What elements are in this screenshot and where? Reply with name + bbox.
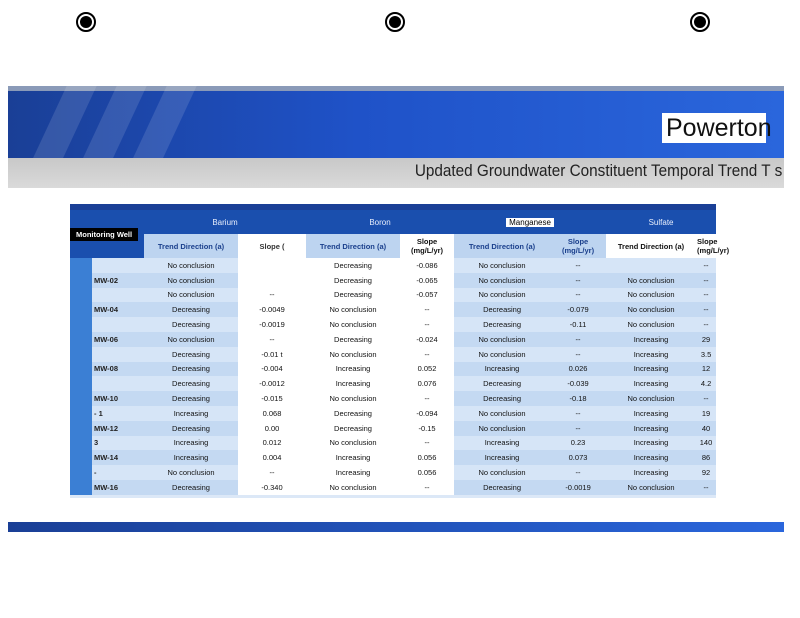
table-row [70,480,716,495]
boron-slope-header: Slope (mg/L/yr) [400,234,454,258]
boron-trend-cell: Decreasing [306,332,400,347]
boron-slope-cell: -0.094 [400,406,454,421]
sulfate-trend-cell: No conclusion [606,317,696,332]
barium-slope-cell: -- [238,332,306,347]
table-row [70,376,716,391]
sulfate-slope-cell: -- [696,302,716,317]
manganese-trend-cell: No conclusion [454,288,550,303]
boron-trend-cell: No conclusion [306,317,400,332]
boron-slope-cell: -- [400,480,454,495]
manganese-slope-cell: -- [550,288,606,303]
row-marker [70,436,92,451]
boron-slope-cell: -- [400,436,454,451]
barium-slope-cell: -0.004 [238,362,306,377]
boron-slope-cell: -- [400,391,454,406]
sulfate-trend-cell: No conclusion [606,391,696,406]
table-row [70,317,716,332]
sulfate-slope-cell: 19 [696,406,716,421]
registration-mark-center [385,12,405,32]
footer-bar [8,522,784,532]
registration-mark-right [690,12,710,32]
sulfate-slope-cell: 92 [696,465,716,480]
boron-trend-cell: No conclusion [306,347,400,362]
boron-trend-cell: Increasing [306,362,400,377]
sulfate-trend-cell: Increasing [606,465,696,480]
boron-slope-cell: -0.086 [400,258,454,273]
barium-slope-cell: -0.0012 [238,376,306,391]
table-row [70,288,716,303]
boron-slope-cell: 0.056 [400,450,454,465]
sulfate-trend-cell: Increasing [606,376,696,391]
manganese-trend-cell: Decreasing [454,317,550,332]
well-cell: - 1 [92,406,144,421]
barium-trend-cell: Increasing [144,436,238,451]
manganese-trend-cell: Decreasing [454,391,550,406]
boron-trend-cell: Increasing [306,450,400,465]
barium-slope-cell: -0.340 [238,480,306,495]
boron-slope-cell: -- [400,347,454,362]
barium-trend-cell: Decreasing [144,347,238,362]
manganese-trend-cell: Decreasing [454,480,550,495]
barium-trend-cell: Increasing [144,450,238,465]
manganese-slope-cell: 0.073 [550,450,606,465]
barium-slope-cell [238,273,306,288]
manganese-trend-cell: No conclusion [454,273,550,288]
row-marker [70,317,92,332]
boron-trend-cell: Increasing [306,376,400,391]
row-marker [70,332,92,347]
sulfate-trend-cell: Increasing [606,436,696,451]
row-marker [70,465,92,480]
manganese-slope-cell: -- [550,421,606,436]
boron-trend-header: Trend Direction (a) [306,234,400,258]
sulfate-slope-cell: 12 [696,362,716,377]
well-cell [92,317,144,332]
sulfate-slope-cell: 29 [696,332,716,347]
barium-trend-cell: No conclusion [144,273,238,288]
manganese-slope-cell: -0.18 [550,391,606,406]
boron-header: Boron [306,207,454,234]
barium-trend-cell: Decreasing [144,421,238,436]
well-cell: MW-08 [92,362,144,377]
barium-slope-cell: -0.01 t [238,347,306,362]
boron-slope-cell: -0.065 [400,273,454,288]
barium-trend-cell: Decreasing [144,302,238,317]
boron-trend-cell: Decreasing [306,273,400,288]
sulfate-slope-cell: 86 [696,450,716,465]
manganese-trend-cell: Decreasing [454,302,550,317]
sulfate-trend-cell: No conclusion [606,273,696,288]
well-cell: MW-02 [92,273,144,288]
boron-slope-cell: -0.024 [400,332,454,347]
manganese-trend-cell: No conclusion [454,258,550,273]
table-row [70,258,716,273]
well-cell [92,288,144,303]
manganese-slope-cell: 0.026 [550,362,606,377]
well-cell [92,376,144,391]
sulfate-slope-cell: 140 [696,436,716,451]
barium-trend-cell: No conclusion [144,465,238,480]
row-marker [70,302,92,317]
row-marker [70,480,92,495]
manganese-trend-cell: Increasing [454,436,550,451]
barium-header: Barium [144,207,306,234]
table-row [70,302,716,317]
manganese-slope-cell: -- [550,332,606,347]
boron-slope-cell: -- [400,317,454,332]
barium-trend-cell: Decreasing [144,362,238,377]
table-row [70,465,716,480]
manganese-slope-cell: -- [550,273,606,288]
row-marker [70,391,92,406]
row-marker [70,258,92,273]
manganese-trend-cell: Decreasing [454,376,550,391]
manganese-trend-cell: No conclusion [454,332,550,347]
barium-slope-cell: -0.0049 [238,302,306,317]
well-cell: MW-10 [92,391,144,406]
sulfate-trend-cell: No conclusion [606,480,696,495]
boron-trend-cell: No conclusion [306,480,400,495]
barium-slope-cell: 0.00 [238,421,306,436]
table-row [70,406,716,421]
barium-slope-cell: -0.0019 [238,317,306,332]
row-marker [70,421,92,436]
manganese-slope-cell: -- [550,347,606,362]
well-cell [92,258,144,273]
manganese-trend-cell: No conclusion [454,421,550,436]
barium-slope-cell: 0.012 [238,436,306,451]
sulfate-trend-cell: No conclusion [606,302,696,317]
boron-slope-cell: -0.057 [400,288,454,303]
sulfate-trend-header: Trend Direction (a) [606,234,696,258]
manganese-slope-cell: -0.11 [550,317,606,332]
registration-mark-left [76,12,96,32]
table-row [70,347,716,362]
barium-trend-header: Trend Direction (a) [144,234,238,258]
sulfate-slope-cell: -- [696,288,716,303]
boron-slope-cell: 0.052 [400,362,454,377]
barium-trend-cell: No conclusion [144,332,238,347]
row-marker [70,288,92,303]
well-cell: MW-16 [92,480,144,495]
boron-slope-cell: -0.15 [400,421,454,436]
sulfate-trend-cell: Increasing [606,332,696,347]
boron-slope-cell: 0.056 [400,465,454,480]
sulfate-slope-cell: -- [696,258,716,273]
boron-trend-cell: No conclusion [306,302,400,317]
manganese-slope-cell: -- [550,406,606,421]
boron-trend-cell: No conclusion [306,391,400,406]
sulfate-slope-cell: -- [696,480,716,495]
manganese-trend-cell: Increasing [454,450,550,465]
barium-trend-cell: Decreasing [144,480,238,495]
row-marker [70,273,92,288]
table-row [70,421,716,436]
boron-trend-cell: Decreasing [306,258,400,273]
sulfate-trend-cell: Increasing [606,450,696,465]
barium-trend-cell: Decreasing [144,391,238,406]
sulfate-trend-cell: Increasing [606,362,696,377]
manganese-slope-cell: 0.23 [550,436,606,451]
sulfate-trend-cell: Increasing [606,347,696,362]
boron-trend-cell: Decreasing [306,288,400,303]
manganese-slope-cell: -0.079 [550,302,606,317]
sulfate-slope-cell: -- [696,273,716,288]
table-row [70,391,716,406]
well-cell: MW-06 [92,332,144,347]
row-marker [70,406,92,421]
table-row [70,436,716,451]
manganese-trend-cell: No conclusion [454,406,550,421]
well-cell: 3 [92,436,144,451]
trend-table-container [70,204,730,498]
manganese-slope-cell: -0.039 [550,376,606,391]
monitoring-well-header: Monitoring Well [70,207,144,258]
sulfate-trend-cell: Increasing [606,421,696,436]
barium-trend-cell: Decreasing [144,376,238,391]
manganese-slope-cell: -0.0019 [550,480,606,495]
barium-slope-cell: -- [238,288,306,303]
sulfate-trend-cell: No conclusion [606,288,696,303]
well-cell: MW-04 [92,302,144,317]
boron-trend-cell: Decreasing [306,406,400,421]
barium-slope-cell: -0.015 [238,391,306,406]
sulfate-slope-cell: 4.2 [696,376,716,391]
boron-trend-cell: Decreasing [306,421,400,436]
brand-title: Powerton [662,113,766,143]
manganese-header: Manganese [454,207,606,234]
well-cell: MW-14 [92,450,144,465]
boron-trend-cell: No conclusion [306,436,400,451]
table-row [70,362,716,377]
table-row [70,450,716,465]
barium-slope-cell: -- [238,465,306,480]
well-cell [92,347,144,362]
manganese-trend-cell: No conclusion [454,465,550,480]
manganese-slope-cell: -- [550,258,606,273]
boron-slope-cell: -- [400,302,454,317]
sulfate-trend-cell [606,258,696,273]
well-cell: MW-12 [92,421,144,436]
row-marker [70,450,92,465]
sulfate-slope-cell: 3.5 [696,347,716,362]
page-subtitle: Updated Groundwater Constituent Temporal Trend T s [414,161,782,180]
table-row [70,273,716,288]
row-marker [70,347,92,362]
row-marker [70,376,92,391]
barium-trend-cell: No conclusion [144,288,238,303]
barium-slope-cell: 0.068 [238,406,306,421]
barium-trend-cell: Increasing [144,406,238,421]
manganese-trend-cell: Increasing [454,362,550,377]
sulfate-slope-cell: -- [696,317,716,332]
barium-trend-cell: Decreasing [144,317,238,332]
sulfate-trend-cell: Increasing [606,406,696,421]
barium-slope-cell: 0.004 [238,450,306,465]
manganese-trend-header: Trend Direction (a) [454,234,550,258]
sulfate-header: Sulfate [606,207,716,234]
row-marker [70,362,92,377]
sulfate-slope-cell: -- [696,391,716,406]
manganese-slope-cell: -- [550,465,606,480]
barium-slope-cell [238,258,306,273]
trend-table [70,204,730,495]
table-row [70,332,716,347]
barium-slope-header: Slope ( [238,234,306,258]
boron-slope-cell: 0.076 [400,376,454,391]
sulfate-slope-header: Slope (mg/L/yr) [696,234,716,258]
manganese-slope-header: Slope (mg/L/yr) [550,234,606,258]
barium-trend-cell: No conclusion [144,258,238,273]
manganese-trend-cell: No conclusion [454,347,550,362]
boron-trend-cell: Increasing [306,465,400,480]
well-cell: - [92,465,144,480]
sulfate-slope-cell: 40 [696,421,716,436]
